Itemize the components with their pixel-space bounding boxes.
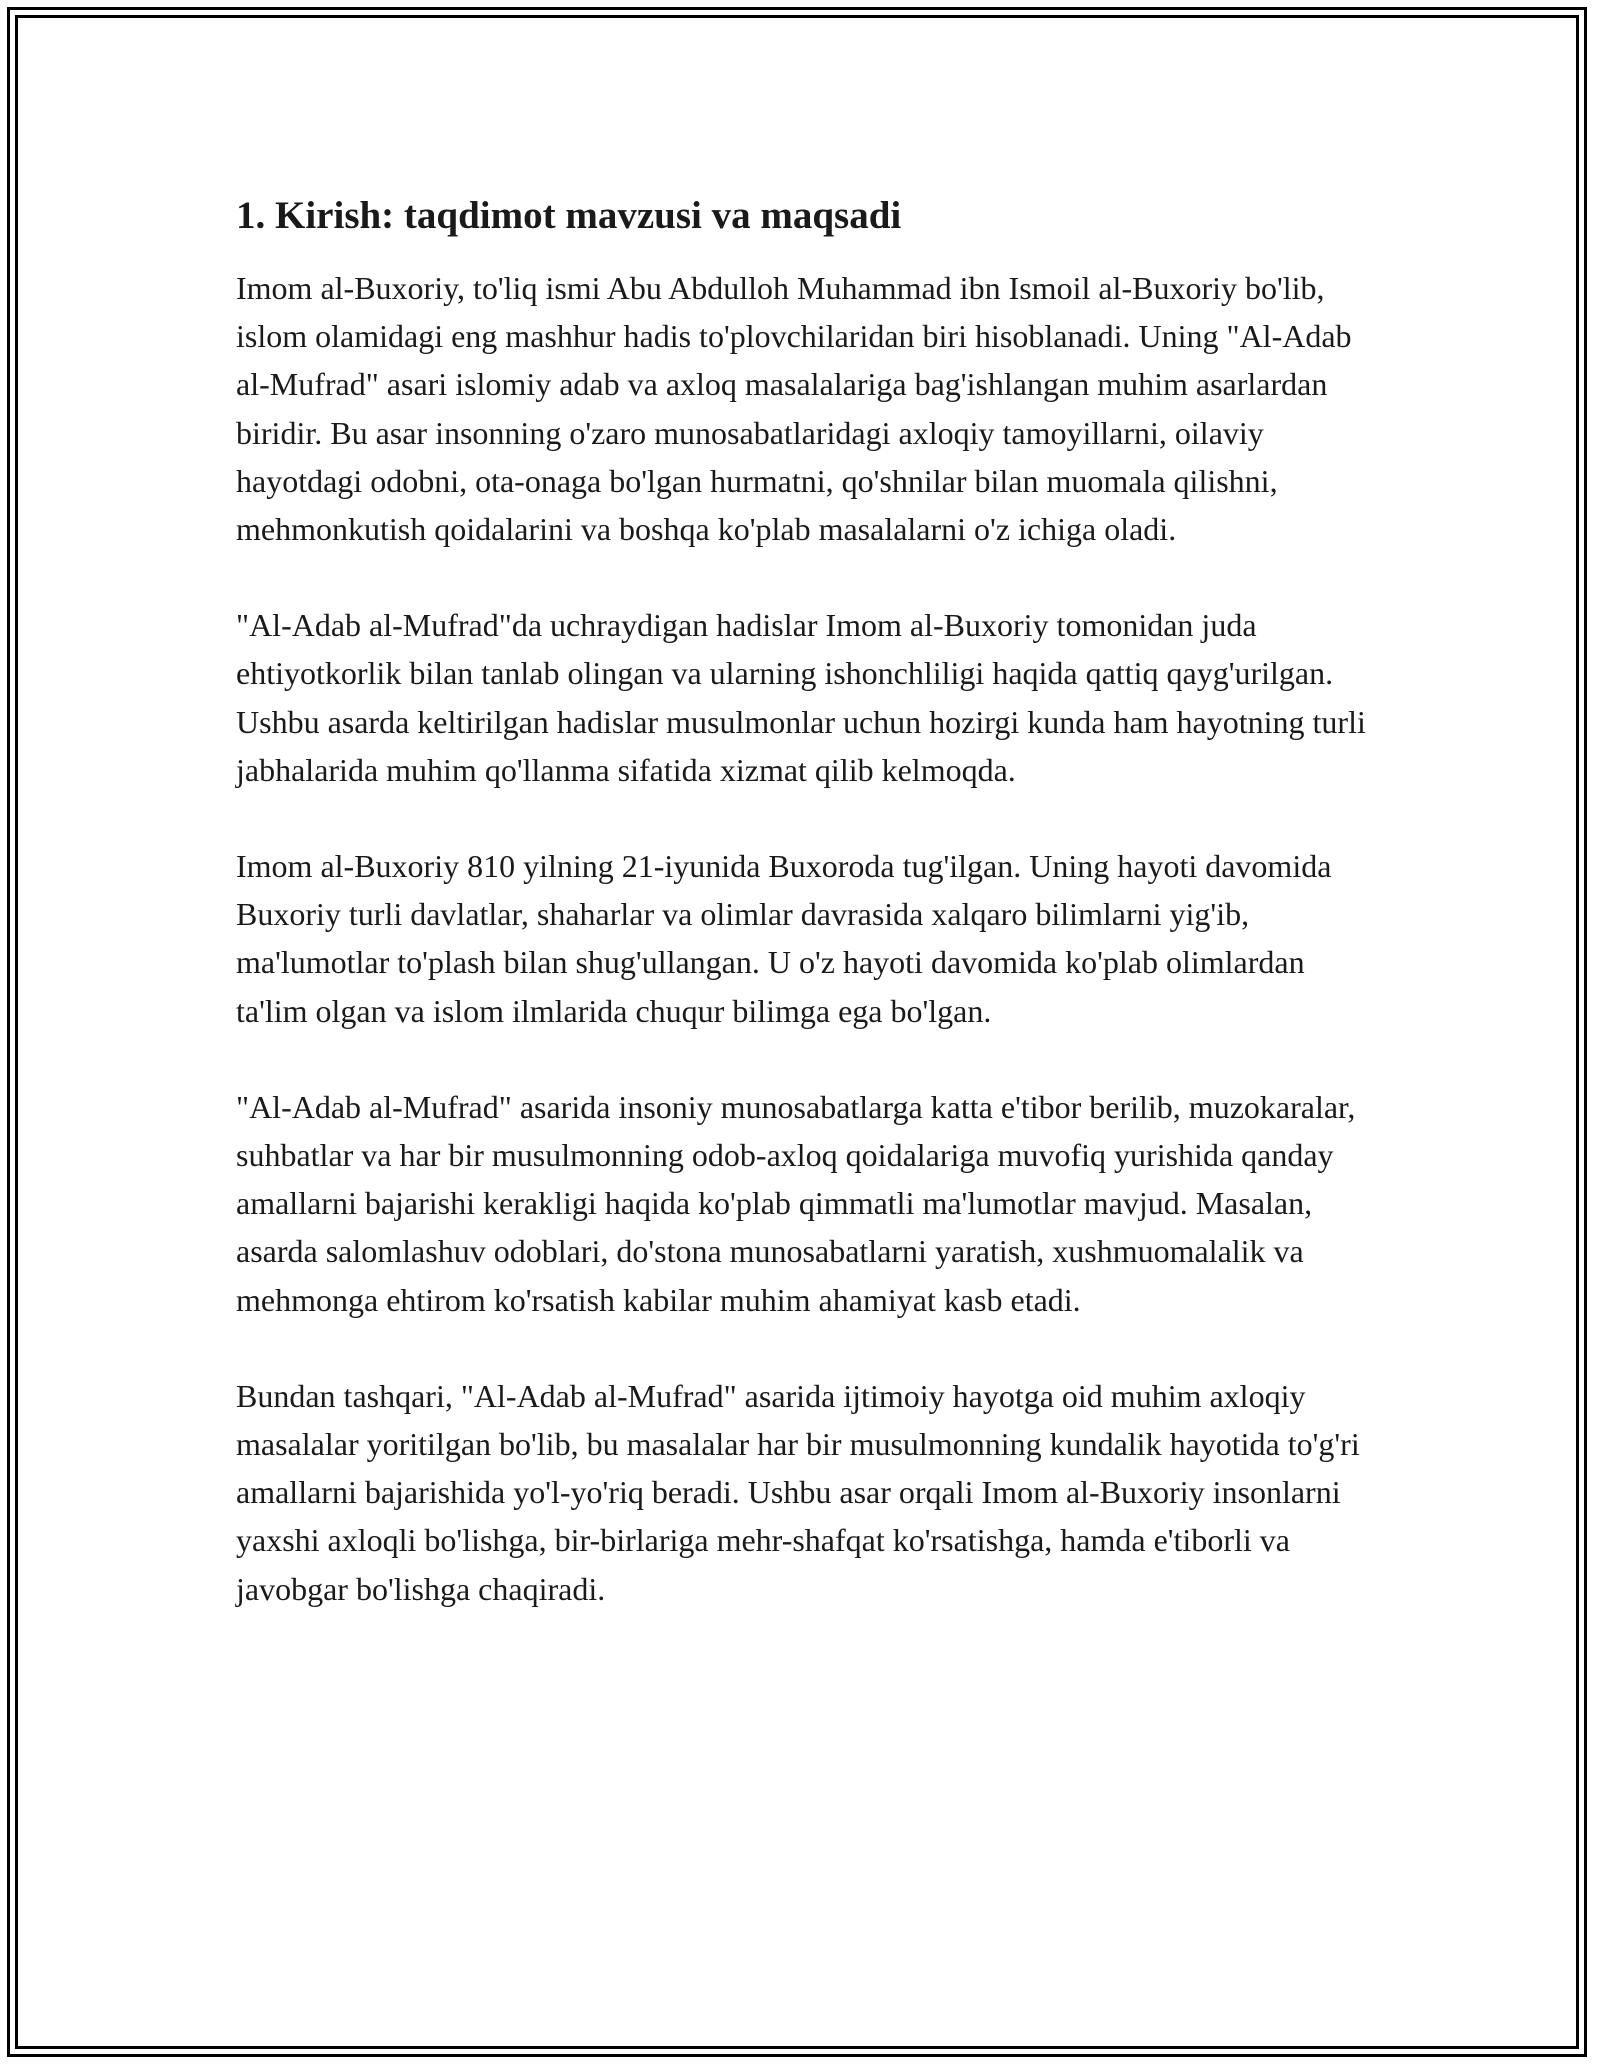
paragraph-human-relations: "Al-Adab al-Mufrad" asarida insoniy munosabatlarga katta e'tibor berilib, muzokaralar, suhbatlar va har bir musulmonning odob-axloq qoidalariga muvofiq yurishida qanday amallarni bajarishi kerakligi haqida ko'plab qimmatli ma'lumotlar mavjud. Masalan, asarda salomlashuv odoblari, do'stona munosabatlarni yaratish, xushmuomalalik va mehmonga ehtirom ko'rsatish kabilar muhim ahamiyat kasb etadi. — [236, 1088, 1356, 1318]
paragraph-biography: Imom al-Buxoriy 810 yilning 21-iyunida Buxoroda tug'ilgan. Uning hayoti davomida Buxoriy turli davlatlar, shaharlar va olimlar davrasida xalqaro bilimlarni yig'ib, ma'lumotlar to'plash bilan shug'ullangan. U o'z hayoti davomida ko'plab olimlardan ta'lim olgan va islom ilmlarida chuqur bilimga ega bo'lgan. — [236, 848, 1332, 1029]
paragraph-hadith-selection: "Al-Adab al-Mufrad"da uchraydigan hadislar Imom al-Buxoriy tomonidan juda ehtiyotkorlik bilan tanlab olingan va ularning ishonchliligi haqida qattiq qayg'urilgan. Ushbu asarda keltirilgan hadislar musulmonlar uchun hozirgi kunda ham hayotning turli jabhalarida muhim qo'llanma sifatida xizmat qilib kelmoqda. — [236, 607, 1366, 788]
document-body — [236, 188, 1376, 1661]
paragraph-social-ethics: Bundan tashqari, "Al-Adab al-Mufrad" asarida ijtimoiy hayotga oid muhim axloqiy masalalar yoritilgan bo'lib, bu masalalar har bir musulmonning kundalik hayotida to'g'ri amallarni bajarishida yo'l-yo'riq beradi. Ushbu asar orqali Imom al-Buxoriy insonlarni yaxshi axloqli bo'lishga, bir-birlariga mehr-shafqat ko'rsatishga, hamda e'tiborli va javobgar bo'lishga chaqiradi. — [236, 1377, 1360, 1607]
section-heading: 1. Kirish: taqdimot mavzusi va maqsadi — [236, 194, 902, 237]
paragraph-intro: Imom al-Buxoriy, to'liq ismi Abu Abdulloh Muhammad ibn Ismoil al-Buxoriy bo'lib, islom olamidagi eng mashhur hadis to'plovchilaridan biri hisoblanadi. Uning "Al-Adab al-Mufrad" asari islomiy adab va axloq masalalariga bag'ishlangan muhim asarlardan biridir. Bu asar insonning o'zaro munosabatlaridagi axloqiy tamoyillarni, oilaviy hayotdagi odobni, ota-onaga bo'lgan hurmatni, qo'shnilar bilan muomala qilishni, mehmonkutish qoidalarini va boshqa ko'plab masalalarni o'z ichiga oladi. — [236, 270, 1352, 548]
